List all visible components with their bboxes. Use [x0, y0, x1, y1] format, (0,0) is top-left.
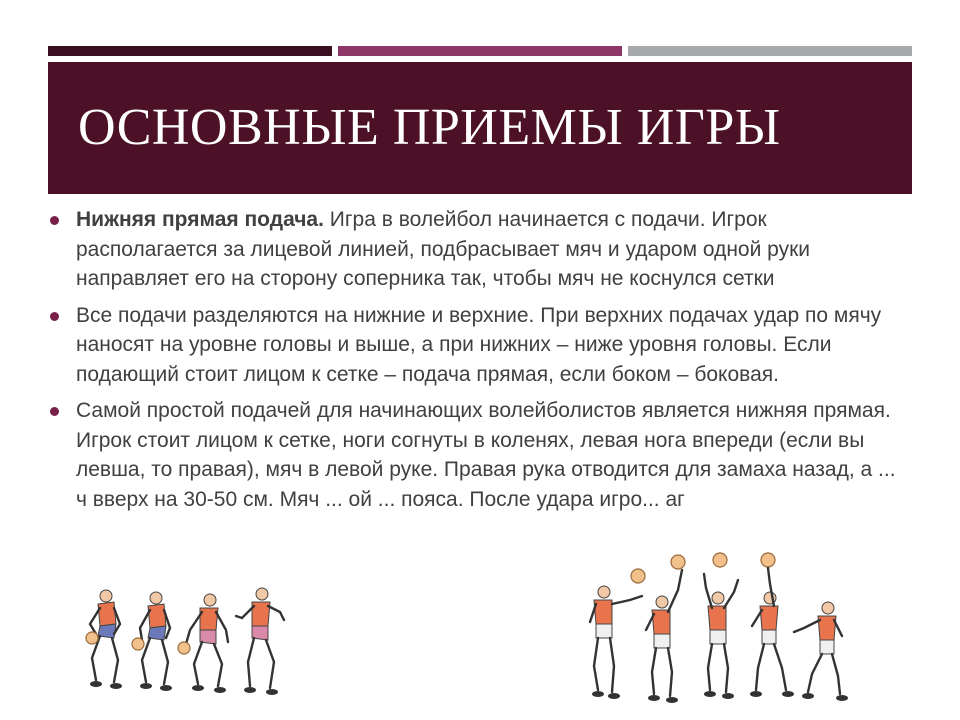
volleyball-icon [761, 553, 775, 567]
bullet-item [48, 205, 908, 294]
underhand-serve-illustration [70, 568, 302, 702]
bullet-text: Все подачи разделяются на нижние и верхние. При верхних подачах удар по мячу наносят на уровне головы и выше, а при нижних – ниже уровня головы. Если подающий стоит лицом к сетке – подача прямая, если боком – боковая. [76, 303, 882, 386]
accent-stripe-magenta [338, 46, 622, 56]
player-figure [86, 590, 122, 689]
player-figure [236, 588, 284, 695]
player-figure [704, 574, 738, 699]
volleyball-icon [631, 569, 645, 583]
player-figure [794, 602, 848, 701]
volleyball-icon [713, 553, 727, 567]
bullet-lead: Нижняя прямая подача. [76, 208, 324, 231]
player-figure [646, 570, 682, 703]
accent-stripe-gray [628, 46, 912, 56]
title-bar [48, 62, 912, 194]
player-figure [590, 586, 642, 699]
player-figure [132, 592, 172, 691]
bullet-dot-icon [50, 407, 59, 416]
bullet-item [48, 396, 908, 514]
player-figure [750, 568, 794, 697]
bullet-item [48, 301, 908, 390]
bullet-text: Игра в волейбол начинается с подачи. Игрок располагается за лицевой линией, подбрасывает мяч и ударом одной руки направляет его на сторону соперника так, чтобы мяч не коснулся сетки [76, 208, 811, 290]
overhand-serve-illustration [572, 540, 872, 710]
bullet-list [48, 205, 908, 521]
bullet-dot-icon [50, 216, 59, 225]
player-figure [178, 594, 228, 693]
slide-title: ОСНОВНЫЕ ПРИЕМЫ ИГРЫ [78, 99, 781, 156]
volleyball-icon [671, 555, 685, 569]
bullet-dot-icon [50, 312, 59, 321]
bullet-text: Самой простой подачей для начинающих волейболистов является нижняя прямая. Игрок стоит лицом к сетке, ноги согнуты в коленях, левая нога впереди (если вы левша, то правая), мяч в левой руке. Правая рука отводится для замаха назад, а ... ч вверх на 30-50 см. Мяч ... ой ... пояса. После удара игро... аг [76, 399, 896, 511]
accent-stripe-dark [48, 46, 332, 56]
